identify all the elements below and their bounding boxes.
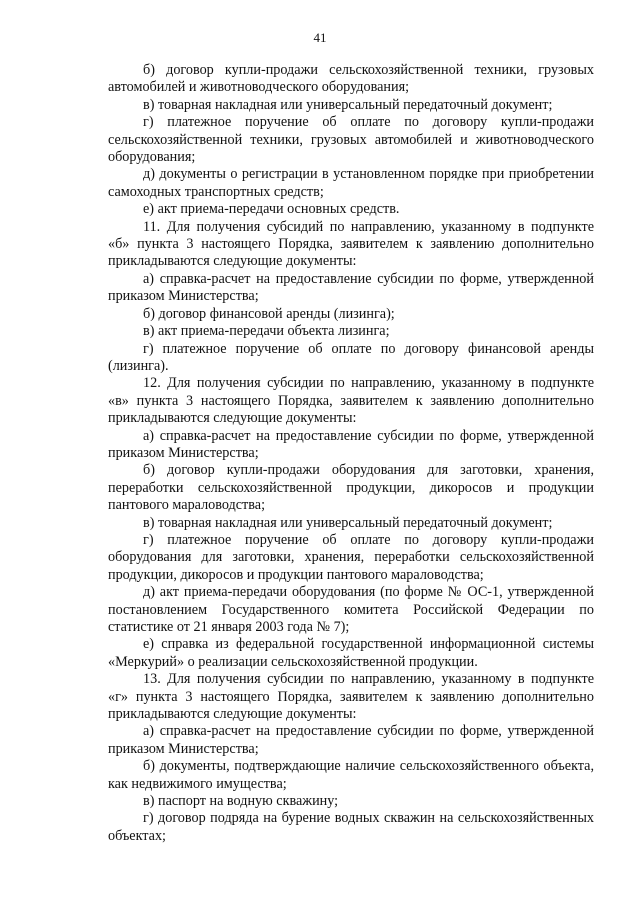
paragraph: д) документы о регистрации в установленном порядке при приобретении самоходных транспортных средств; xyxy=(108,166,594,200)
paragraph: б) документы, подтверждающие наличие сельскохозяйственного объекта, как недвижимого имущества; xyxy=(108,758,594,792)
paragraph: 13. Для получения субсидии по направлению, указанному в подпункте «г» пункта 3 настоящего Порядка, заявителем к заявлению дополнительно прикладываются следующие документы: xyxy=(108,671,594,723)
paragraph: в) товарная накладная или универсальный передаточный документ; xyxy=(143,514,553,531)
paragraph: б) договор финансовой аренды (лизинга); xyxy=(143,305,395,322)
paragraph: г) платежное поручение об оплате по договору купли-продажи сельскохозяйственной техники, грузовых автомобилей и животноводческого оборудования; xyxy=(108,114,594,166)
paragraph: д) акт приема-передачи оборудования (по форме № ОС-1, утвержденной постановлением Государственного комитета Российской Федерации по статистике от 21 января 2003 года № 7); xyxy=(108,584,594,635)
paragraph: в) акт приема-передачи объекта лизинга; xyxy=(143,323,390,340)
document-body xyxy=(108,62,594,845)
paragraph: в) товарная накладная или универсальный передаточный документ; xyxy=(143,96,553,113)
paragraph: в) паспорт на водную скважину; xyxy=(143,793,339,810)
paragraph: а) справка-расчет на предоставление субсидии по форме, утвержденной приказом Министерства; xyxy=(108,427,594,461)
paragraph: б) договор купли-продажи оборудования для заготовки, хранения, переработки сельскохозяйственной продукции, дикоросов и продукции пантового мараловодства; xyxy=(108,462,594,514)
paragraph: 12. Для получения субсидии по направлению, указанному в подпункте «в» пункта 3 настоящего Порядка, заявителем к заявлению дополнительно прикладываются следующие документы: xyxy=(108,375,594,427)
paragraph: а) справка-расчет на предоставление субсидии по форме, утвержденной приказом Министерства; xyxy=(108,723,594,757)
paragraph: г) договор подряда на бурение водных скважин на сельскохозяйственных объектах; xyxy=(108,810,594,844)
paragraph: г) платежное поручение об оплате по договору финансовой аренды (лизинга). xyxy=(108,340,594,374)
paragraph: 11. Для получения субсидий по направлению, указанному в подпункте «б» пункта 3 настоящего Порядка, заявителем к заявлению дополнительно прикладываются следующие документы: xyxy=(108,218,594,270)
paragraph: е) справка из федеральной государственной информационной системы «Меркурий» о реализации сельскохозяйственной продукции. xyxy=(108,636,594,670)
paragraph: е) акт приема-передачи основных средств. xyxy=(143,201,400,218)
paragraph: г) платежное поручение об оплате по договору купли-продажи оборудования для заготовки, хранения, переработки сельскохозяйственной продукции, дикоросов и продукции пантового мараловодства; xyxy=(108,531,594,583)
page-number: 41 xyxy=(313,30,327,45)
paragraph: б) договор купли-продажи сельскохозяйственной техники, грузовых автомобилей и животноводческого оборудования; xyxy=(108,62,594,96)
paragraph: а) справка-расчет на предоставление субсидии по форме, утвержденной приказом Министерства; xyxy=(108,270,594,305)
